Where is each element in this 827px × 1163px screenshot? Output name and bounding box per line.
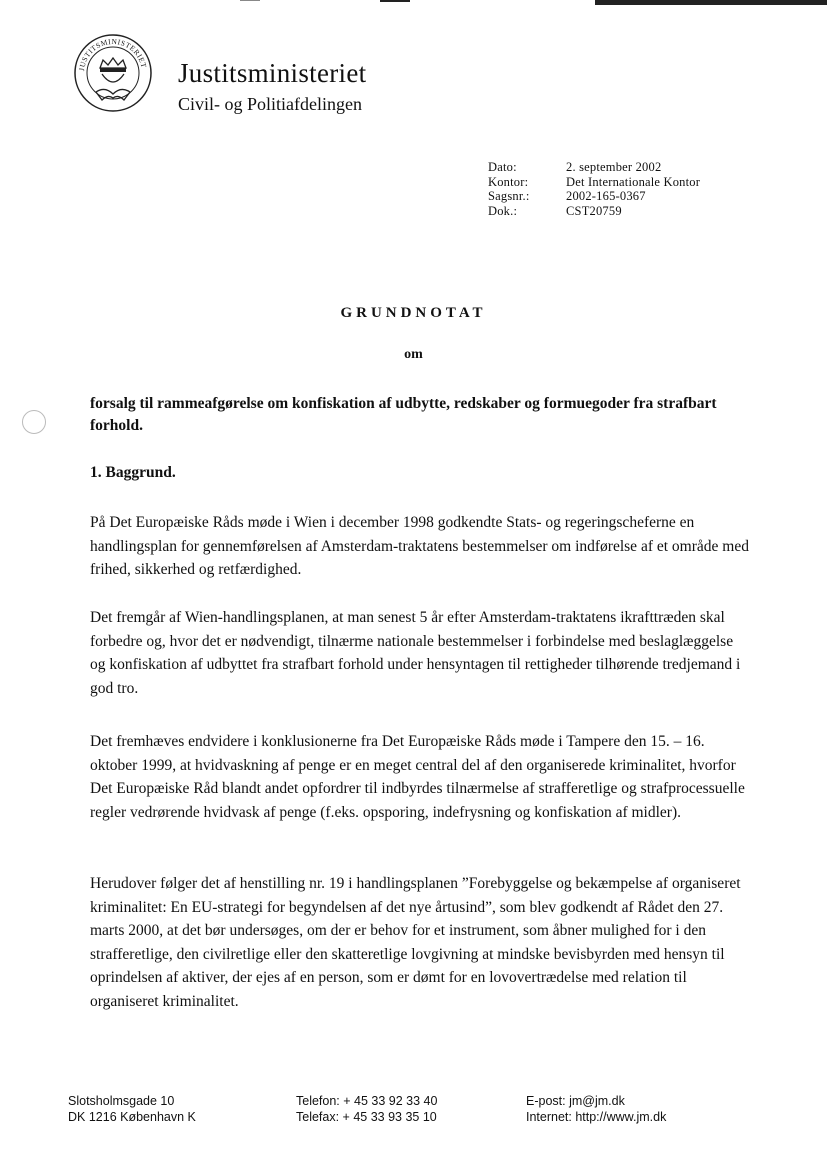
- meta-value: CST20759: [566, 203, 622, 218]
- scan-edge-mark: [240, 0, 260, 1]
- meta-row-office: [488, 175, 700, 190]
- email-address: E-post: jm@jm.dk: [526, 1094, 625, 1108]
- meta-row-date: [488, 160, 700, 175]
- meta-label: Sagsnr.:: [488, 189, 530, 203]
- address-street: Slotsholmsgade 10: [68, 1094, 175, 1108]
- meta-row-doc: [488, 204, 700, 219]
- ministry-name: Justitsministeriet: [178, 58, 367, 88]
- section-heading: 1. Baggrund.: [90, 464, 176, 481]
- address-city: DK 1216 København K: [68, 1109, 196, 1124]
- svg-text:JUSTITSMINISTERIET: JUSTITSMINISTERIET: [77, 36, 149, 72]
- meta-label: Kontor:: [488, 174, 529, 189]
- body-paragraph: Det fremhæves endvidere i konklusionerne fra Det Europæiske Råds møde i Tampere den 15. – 16. oktober 1999, at hvidvaskning af penge er en meget central del af den organiserede kriminalitet, hvorfor Det Europæiske Råd blandt andet opfordrer til indbyrdes tilnærmelse af strafferetlige og strafprocessuelle regler vedrørende hvidvask af penge (f.eks. opsporing, indefrysning og konfiskation af midler).: [90, 733, 745, 821]
- meta-value: 2002-165-0367: [566, 189, 646, 203]
- department-name: Civil- og Politiafdelingen: [178, 94, 362, 114]
- fax-number: Telefax: + 45 33 93 35 10: [296, 1109, 437, 1124]
- meta-value: Det Internationale Kontor: [566, 174, 701, 189]
- meta-value: 2. september 2002: [566, 160, 662, 174]
- body-paragraph: Det fremgår af Wien-handlingsplanen, at man senest 5 år efter Amsterdam-traktatens ikrafttræden skal forbedre og, hvor det er nødvendigt, tilnærme nationale bestemmelser i forbindelse med beslaglæggelse og konfiskation af udbyttet fra strafbart forhold under hensyntagen til rettigheder tilhørende tredjemand i god tro.: [90, 609, 741, 697]
- document-metadata: [488, 160, 700, 218]
- document-title: GRUNDNOTAT: [340, 305, 487, 321]
- footer-contact: [526, 1094, 666, 1125]
- phone-number: Telefon: + 45 33 92 33 40: [296, 1094, 438, 1108]
- body-paragraph: Herudover følger det af henstilling nr. 19 i handlingsplanen ”Forebyggelse og bekæmpelse af organiseret kriminalitet: En EU-strategi for begyndelsen af det nye årtusind”, som blev godkendt af Rådet den 27. marts 2000, at det bør undersøges, om der er behov for et instrument, som åbner mulighed for i den strafferetlige, den civilretlige eller den skatteretlige lovgivning at mindske bevisbyrden med hensyn til oprindelsen af aktiver, der ejes af en person, som er dømt for en lovovertrædelse med relation til organiseret kriminalitet.: [90, 875, 741, 1010]
- scan-edge-mark: [595, 0, 827, 5]
- document-subtitle: om: [404, 347, 423, 362]
- body-paragraph: På Det Europæiske Råds møde i Wien i december 1998 godkendte Stats- og regeringscheferne en handlingsplan for gennemførelsen af Amsterdam-traktatens bestemmelser om indførelse af et område med frihed, sikkerhed og retfærdighed.: [90, 514, 749, 578]
- meta-label: Dato:: [488, 160, 517, 174]
- meta-label: Dok.:: [488, 203, 518, 218]
- ministry-header: [178, 58, 366, 116]
- meta-row-case-number: [488, 189, 700, 204]
- scan-edge-mark: [380, 0, 410, 2]
- footer-phone: [296, 1094, 437, 1125]
- document-subject: forsalg til rammeafgørelse om konfiskation af udbytte, redskaber og formuegoder fra strafbart forhold.: [90, 395, 717, 434]
- website-url: Internet: http://www.jm.dk: [526, 1109, 667, 1124]
- punch-hole-mark: [22, 410, 46, 434]
- footer-address: [68, 1094, 196, 1125]
- ministry-seal-logo: [72, 32, 154, 114]
